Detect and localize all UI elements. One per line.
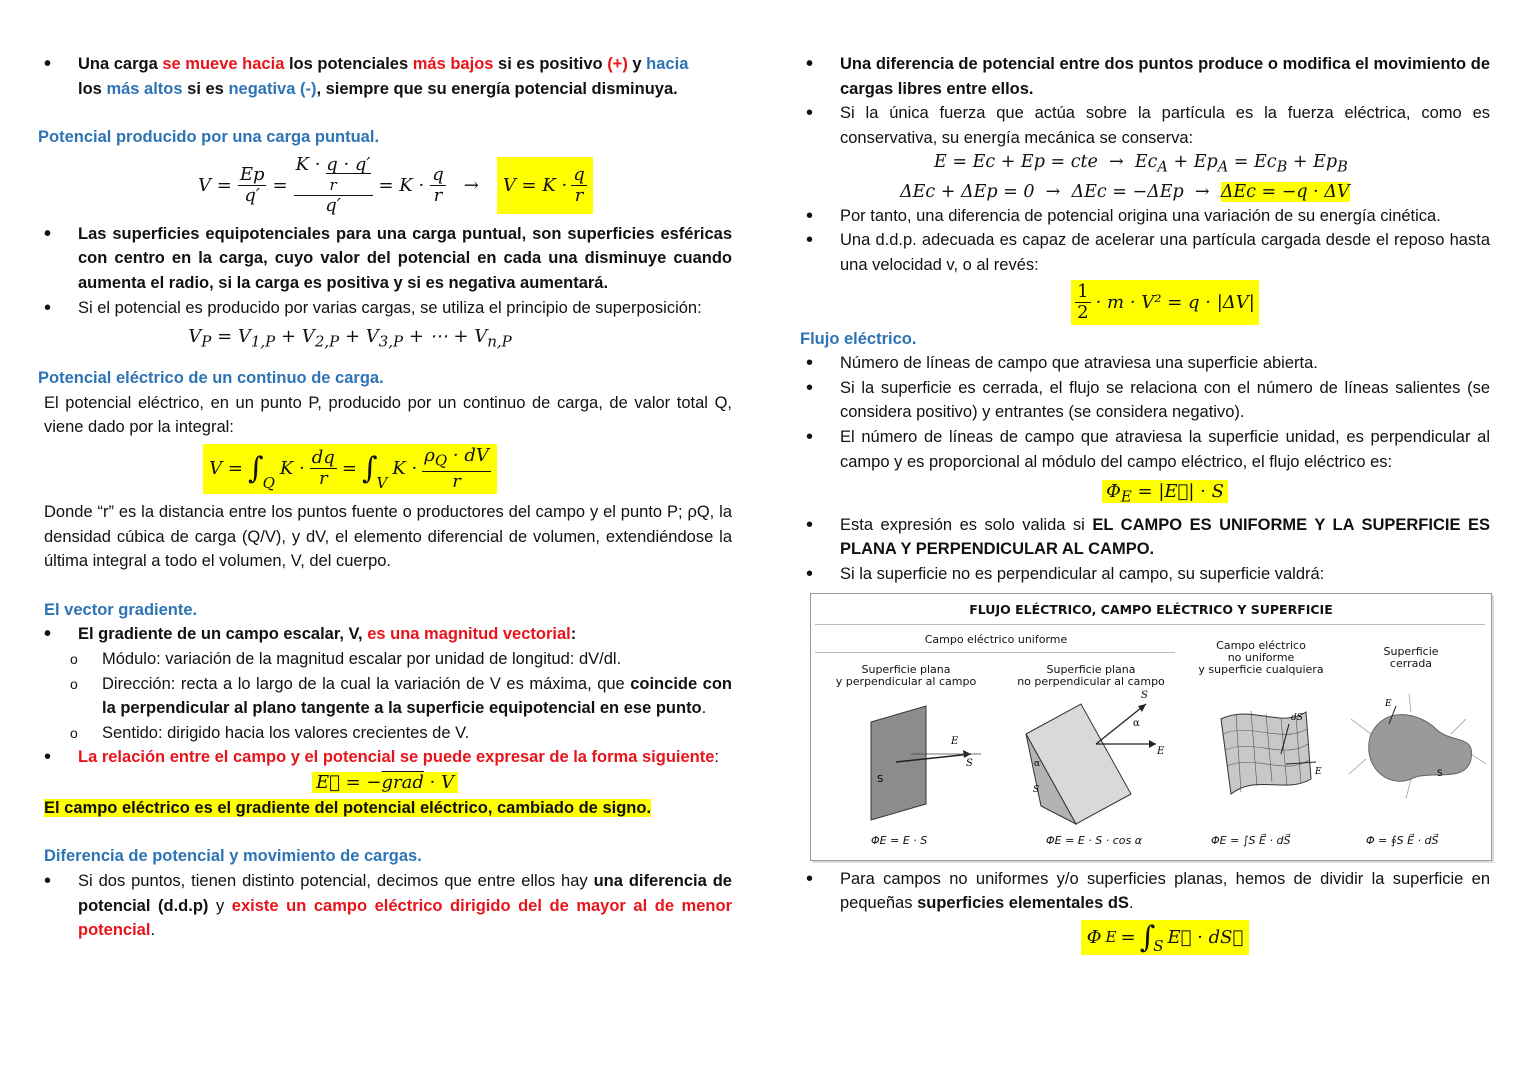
bullet-field-lines: • Número de líneas de campo que atraviesa una superficie abierta. — [800, 351, 1490, 376]
figure-cap2: ΦE = E · S · cos α — [1046, 833, 1142, 847]
svg-text:E: E — [1157, 745, 1165, 757]
text-where-r: Donde “r” es la distancia entre los puntos fuente o productores del campo y el punto P; ρQ, la densidad cúbica de carga (Q/V), y dV, el elemento diferencial de volumen, extendiéndose la última integral a todo el volumen, V, del cuerpo. — [44, 502, 732, 571]
svg-text:E: E — [1385, 698, 1392, 709]
figure-cap1: ΦE = E · S — [871, 833, 928, 847]
right-column — [800, 52, 1490, 955]
svg-text:α: α — [1133, 717, 1140, 729]
flux-figure — [810, 593, 1492, 861]
panel-perpendicular-plate — [871, 706, 981, 820]
highlight-gradient-statement: El campo eléctrico es el gradiente del potencial eléctrico, cambiado de signo. — [44, 798, 652, 817]
heading-continuous-charge: Potencial eléctrico de un continuo de carga. — [38, 369, 384, 388]
figure-cap4: Φ = ∮S E⃗ · dS⃗ — [1366, 833, 1439, 847]
svg-text:S: S — [1437, 768, 1443, 779]
formula-flux-uniform: $\Phi_E$ = |E⃗| · S — [840, 478, 1490, 511]
formula-superposition: $V_P = V_{1,P} + V_{2,P} + V_{3,P}$ + ⋯ + $V_{n,P}$ — [188, 326, 512, 351]
svg-text:dS: dS — [1291, 712, 1303, 723]
formula-flux-integral: Φ E = ∫ S E⃗ · dS⃗ — [840, 920, 1490, 955]
svg-text:E: E — [951, 735, 959, 747]
svg-text:S: S — [877, 773, 884, 785]
bullet-field-potential-relation: • La relación entre el campo y el potencial se puede expresar de la forma siguiente: — [38, 745, 732, 770]
bullet-unit-surface: • El número de líneas de campo que atraviesa la superficie unidad, es perpendicular al campo y es proporcional al módulo del campo eléctrico, el flujo eléctrico es: — [800, 425, 1490, 474]
text-continuous-charge: El potencial eléctrico, en un punto P, producido por un continuo de carga, de valor total Q, viene dado por la integral: — [44, 393, 732, 437]
bullet-kinetic-variation: • Por tanto, una diferencia de potencial origina una variación de su energía cinética. — [800, 204, 1490, 229]
bullet-two-points: • Si dos puntos, tienen distinto potencial, decimos que entre ellos hay una diferencia de potencial (d.d.p) y existe un campo eléctrico dirigido del de mayor al de menor potencial. — [38, 869, 732, 943]
bullet-charge-movement: • Una carga se mueve hacia los potenciales más bajos si es positivo (+) y hacia los más altos si es negativa (-), siempre que su energía potencial disminuya. — [38, 52, 732, 101]
figure-title: FLUJO ELÉCTRICO, CAMPO ELÉCTRICO Y SUPERFICIE — [969, 601, 1333, 617]
bullet-closed-surface: • Si la superficie es cerrada, el flujo se relaciona con el número de líneas salientes (se considera positivo) y entrantes (se considera negativo). — [800, 376, 1490, 425]
bullet-non-uniform: • Para campos no uniformes y/o superficies planas, hemos de dividir la superficie en pequeñas superficies elementales dS. — [800, 867, 1490, 916]
panel-curved-surface — [1221, 711, 1322, 794]
panel-closed-surface — [1349, 694, 1486, 799]
sub-direction: o Dirección: recta a lo largo de la cual la variación de V es máxima, que coincide con la perpendicular al plano tangente a la superficie equipotencial en ese punto. — [38, 672, 732, 721]
bullet-ddp-movement: • Una diferencia de potencial entre dos puntos produce o modifica el movimiento de cargas libres entre ellos. — [800, 52, 1490, 101]
bullet-superposition: • Si el potencial es producido por varias cargas, se utiliza el principio de superposición: — [38, 296, 732, 321]
svg-text:S: S — [966, 757, 973, 769]
bullet-accelerate: • Una d.d.p. adecuada es capaz de acelerar una partícula cargada desde el reposo hasta una velocidad v, o al revés: — [800, 228, 1490, 277]
formula-energy-conservation: E = Ec + Ep = cte → $Ec_A + Ep_A = Ec_B + Ep_B$ ΔEc + ΔEp = 0 → ΔEc = −ΔEp → ΔEc = −q · ΔV — [900, 152, 1350, 202]
bullet-valid-only: • Esta expresión es solo valida si EL CAMPO ES UNIFORME Y LA SUPERFICIE ES PLANA Y PERPENDICULAR AL CAMPO. — [800, 513, 1490, 562]
bullet-equipotential: • Las superficies equipotenciales para una carga puntual, son superficies esféricas con centro en la carga, cuyo valor del potencial en cada una disminuye cuando aumenta el radio, si la carga es positiva y si es negativa aumentará. — [38, 222, 732, 296]
svg-text:S: S — [1141, 689, 1148, 701]
figure-group-uniform: Campo eléctrico uniforme — [924, 632, 1068, 646]
sub-modulus: o Módulo: variación de la magnitud escalar por unidad de longitud: dV/dl. — [38, 647, 732, 672]
figure-cap3: ΦE = ∫S E⃗ · dS⃗ — [1211, 833, 1291, 847]
bullet-not-perpendicular: • Si la superficie no es perpendicular al campo, su superficie valdrá: — [800, 562, 1490, 587]
figure-col1-label: Superficie plana y perpendicular al campo — [835, 662, 977, 688]
heading-point-charge: Potencial producido por una carga puntual. — [38, 128, 380, 147]
bullet-gradient: • El gradiente de un campo escalar, V, es una magnitud vectorial: — [38, 622, 732, 647]
formula-kinetic: $\frac{1}{2}$ · m · V² = q · |ΔV| — [840, 280, 1490, 325]
svg-text:S: S — [1033, 784, 1040, 795]
heading-gradient: El vector gradiente. — [44, 600, 198, 619]
heading-flux: Flujo eléctrico. — [800, 329, 917, 348]
formula-gradient: E⃗ = −grad · V — [38, 770, 732, 796]
formula-point-potential: V = $\frac{Ep}{q'}$ = K · q · q′ r q′ = K · $\frac{q}{r}$ → V = K · $\frac{q}{r}$ — [198, 150, 732, 222]
formula-continuous-integral: V = ∫ $_Q$ K · $\frac{dq}{r}$ = ∫ $_V$ K · $\frac{\rho_Q \cdot dV}{r}$ — [0, 444, 732, 496]
left-column — [38, 52, 732, 943]
panel-tilted-plate — [1026, 690, 1165, 824]
heading-potential-difference: Diferencia de potencial y movimiento de cargas. — [44, 847, 422, 866]
bullet-conservative: • Si la única fuerza que actúa sobre la partícula es la fuerza eléctrica, como es conservativa, su energía mecánica se conserva: — [800, 101, 1490, 150]
sub-sense: o Sentido: dirigido hacia los valores crecientes de V. — [38, 721, 732, 746]
svg-text:α: α — [1034, 758, 1041, 769]
flux-figure-drawings — [811, 594, 1491, 860]
figure-col2-label: Superficie plana no perpendicular al campo — [1017, 662, 1165, 688]
figure-col4-label: Superficie cerrada — [1383, 644, 1439, 670]
figure-col3-label: Campo eléctrico no uniforme y superficie cualquiera — [1198, 638, 1324, 676]
svg-text:E: E — [1315, 766, 1322, 777]
